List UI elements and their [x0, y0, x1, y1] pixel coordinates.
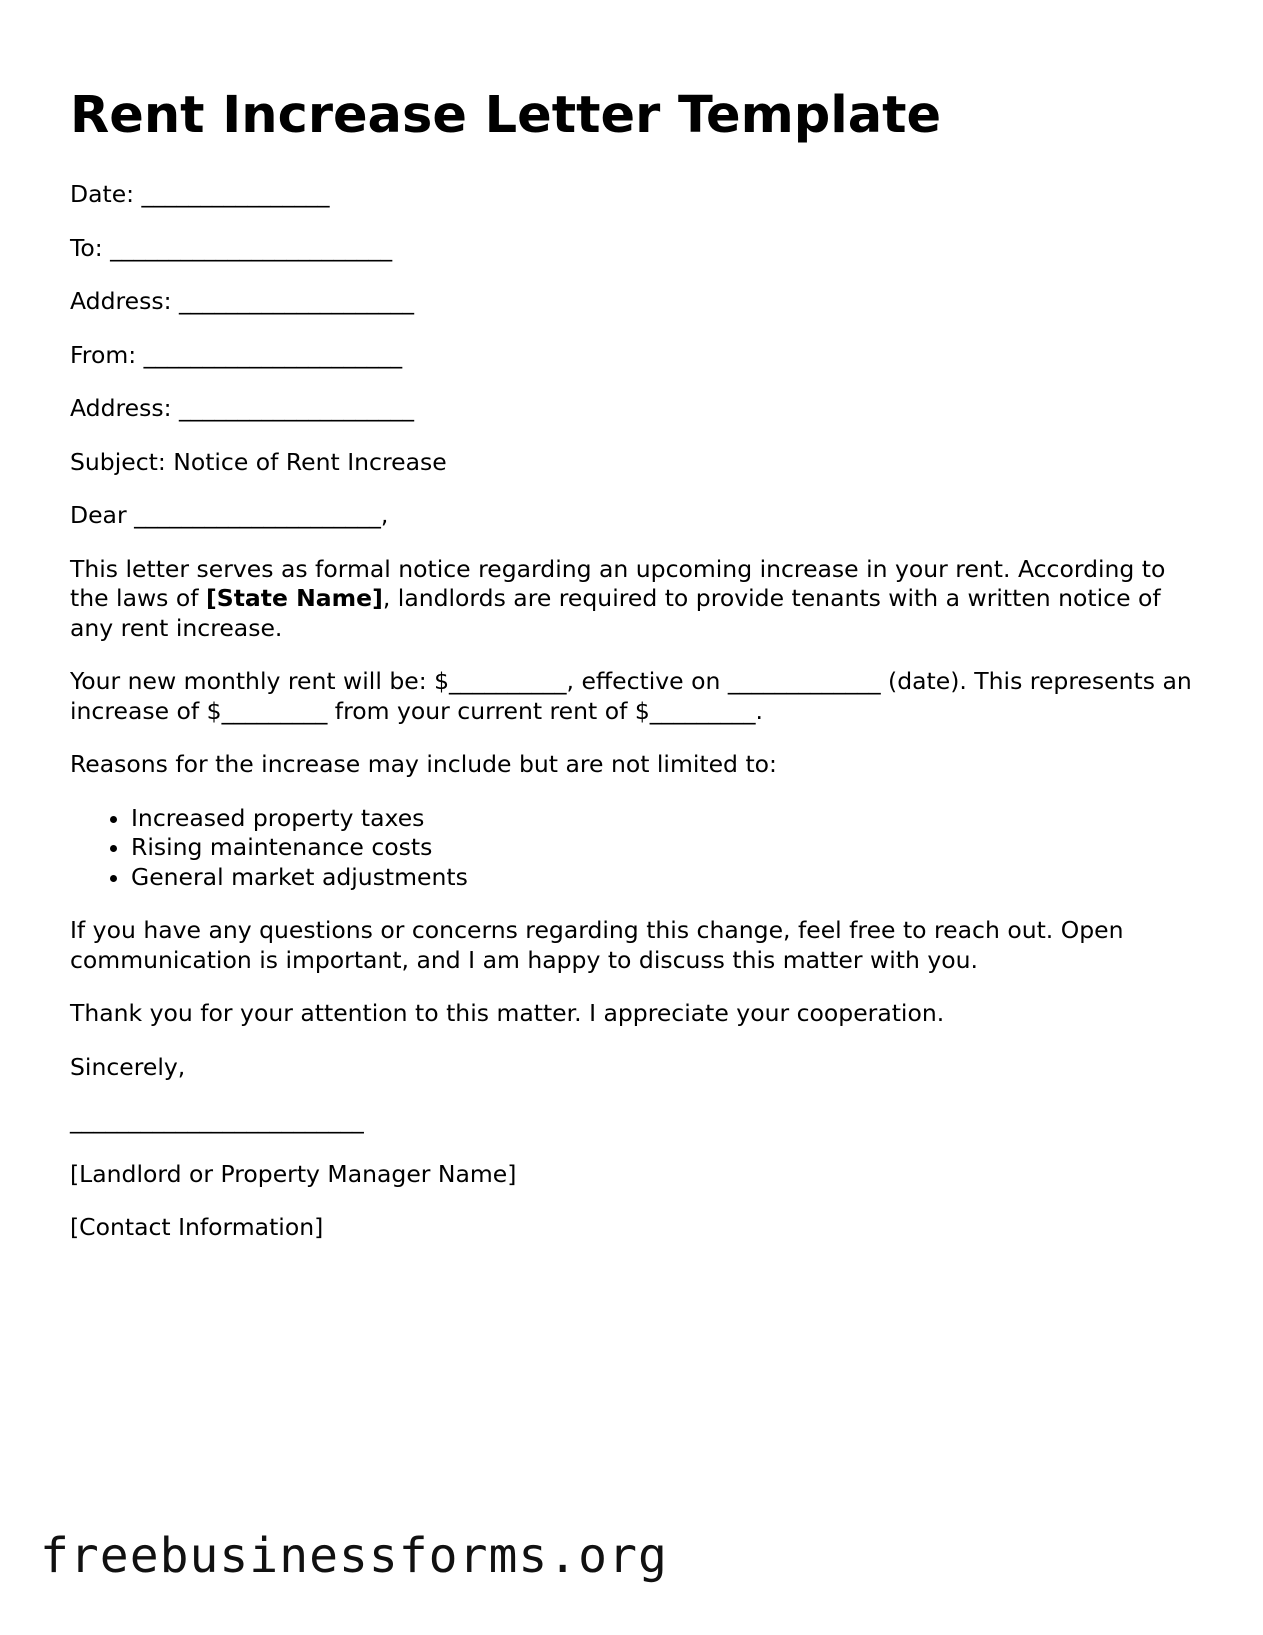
- signature-line: _________________________: [70, 1106, 364, 1134]
- letter-body: [70, 180, 1200, 1267]
- thanks-paragraph: Thank you for your attention to this matter. I appreciate your cooperation.: [70, 999, 945, 1027]
- contact-info: [Contact Information]: [70, 1213, 324, 1241]
- closing: Sincerely,: [70, 1052, 186, 1081]
- notice-text-end: , landlords are required to provide tenants with a written notice of any rent increase.: [70, 584, 1161, 642]
- subject-line: Subject: Notice of Rent Increase: [70, 447, 447, 476]
- sender-address-field: Address: ____________________: [70, 394, 414, 422]
- signer-name: [Landlord or Property Manager Name]: [70, 1159, 517, 1188]
- to-field: To: ________________________: [70, 233, 393, 262]
- document-title: Rent Increase Letter Template: [70, 86, 942, 145]
- questions-paragraph: If you have any questions or concerns regarding this change, feel free to reach out. Open communication is important, and I am happy to discuss this matter with you.: [70, 916, 1124, 974]
- reasons-list: [70, 804, 1200, 893]
- list-item: • Rising maintenance costs: [131, 833, 1200, 863]
- site-watermark: freebusinessforms.org: [40, 1528, 668, 1584]
- notice-text-start: This letter serves as formal notice regarding an upcoming increase in your rent. According to the laws of: [70, 554, 1166, 612]
- rent-details-paragraph: Your new monthly rent will be: $__________, effective on _____________ (date). This represents an increase of $_________ from your current rent of $_________.: [70, 667, 1192, 725]
- list-item: • Increased property taxes: [131, 804, 1200, 834]
- notice-paragraph: [70, 555, 1200, 644]
- list-item: • General market adjustments: [131, 863, 1200, 893]
- salutation: Dear _____________________,: [70, 501, 389, 529]
- date-field: Date: ________________: [70, 180, 330, 208]
- from-field: From: ______________________: [70, 340, 403, 369]
- state-name-placeholder: [State Name]: [206, 584, 383, 612]
- reasons-intro: Reasons for the increase may include but are not limited to:: [70, 750, 777, 778]
- recipient-address-field: Address: ____________________: [70, 287, 414, 315]
